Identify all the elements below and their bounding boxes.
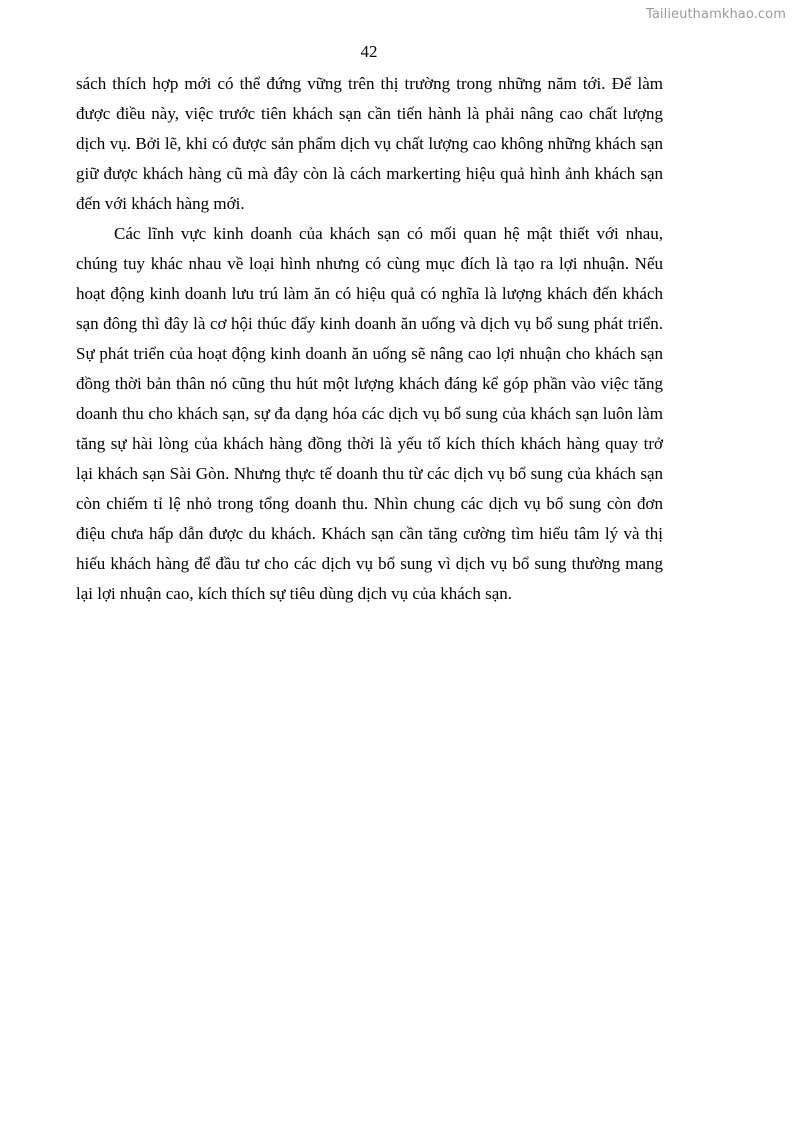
watermark-text: Tailieuthamkhao.com	[645, 7, 786, 22]
document-body	[76, 69, 663, 609]
paragraph-business-areas: Các lĩnh vực kinh doanh của khách sạn có mối quan hệ mật thiết với nhau, chúng tuy khác nhau về loại hình nhưng có cùng mục đích là tạo ra lợi nhuận. Nếu hoạt động kinh doanh lưu trú làm ăn có hiệu quả có nghĩa là lượng khách đến khách sạn đông thì đây là cơ hội thúc đẩy kinh doanh ăn uống và dịch vụ bổ sung phát triển. Sự phát triển của hoạt động kinh doanh ăn uống sẽ nâng cao lợi nhuận cho khách sạn đồng thời bản thân nó cũng thu hút một lượng khách đáng kể góp phần vào việc tăng doanh thu cho khách sạn, sự đa dạng hóa các dịch vụ bổ sung của khách sạn luôn làm tăng sự hài lòng của khách hàng đồng thời là yếu tố kích thích khách hàng quay trở lại khách sạn Sài Gòn. Nhưng thực tế doanh thu từ các dịch vụ bổ sung của khách sạn còn chiếm tỉ lệ nhỏ trong tổng doanh thu. Nhìn chung các dịch vụ bổ sung còn đơn điệu chưa hấp dẫn được du khách. Khách sạn cần tăng cường tìm hiểu tâm lý và thị hiếu khách hàng để đầu tư cho các dịch vụ bổ sung vì dịch vụ bổ sung thường mang lại lợi nhuận cao, kích thích sự tiêu dùng dịch vụ của khách sạn.	[76, 224, 663, 603]
page-number: 42	[360, 42, 378, 61]
paragraph-continuation: sách thích hợp mới có thể đứng vững trên thị trường trong những năm tới. Để làm được điều này, việc trước tiên khách sạn cần tiến hành là phải nâng cao chất lượng dịch vụ. Bởi lẽ, khi có được sản phẩm dịch vụ chất lượng cao không những khách sạn giữ được khách hàng cũ mà đây còn là cách markerting hiệu quả hình ảnh khách sạn đến với khách hàng mới.	[76, 74, 663, 213]
